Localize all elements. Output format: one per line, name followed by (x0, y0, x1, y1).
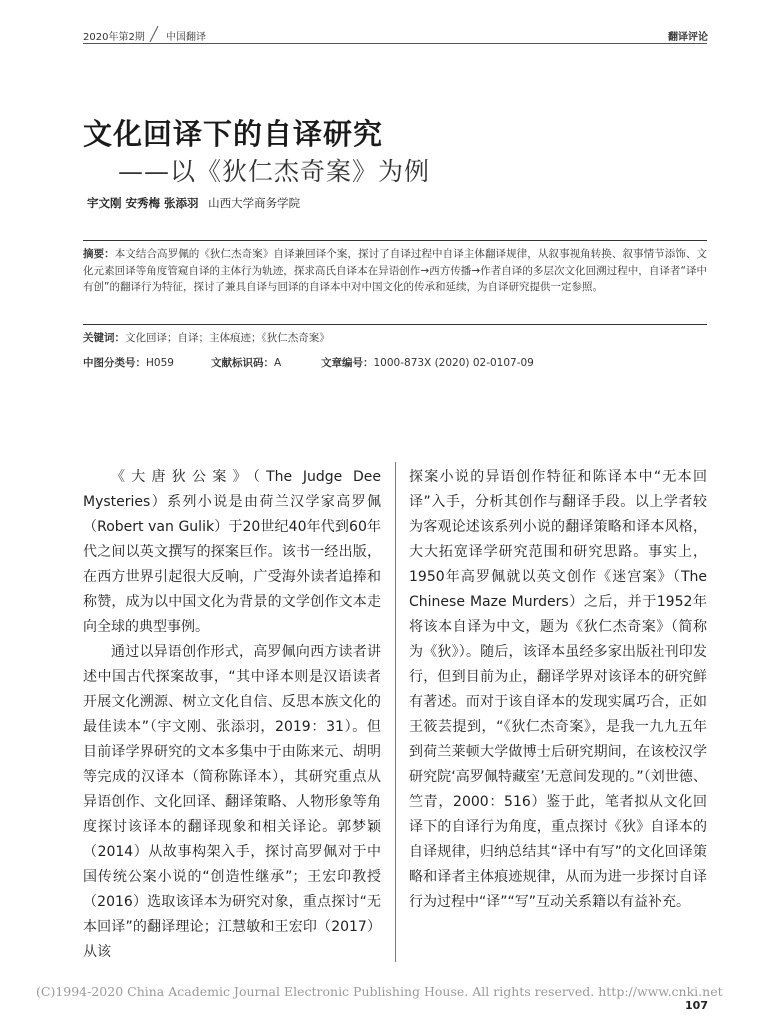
author-affiliation: 山西大学商务学院 (208, 196, 301, 210)
copyright-footer: (C)1994-2020 China Academic Journal Electronic Publishing House. All rights reserved. http://www.cnki.net (36, 984, 723, 999)
abstract-top-rule (83, 240, 707, 241)
author-line (87, 195, 300, 211)
art-value: 1000-873X (2020) 02-0107-09 (373, 357, 534, 369)
header-section: 翻译评论 (668, 32, 708, 43)
body-paragraph: 通过以异语创作形式，高罗佩向西方读者讲述中国古代探案故事，“其中译本则是汉语读者开展文化溯源、树立文化自信、反思本族文化的最佳读本”（宇文刚、张添羽，2019：31）。但目前译学界研究的文本多集中于由陈来元、胡明等完成的汉译本（简称陈译本），其研究重点从异语创作、文化回译、翻译策略、人物形象等角度探讨该译本的翻译现象和相关译论。郭梦颖（2014）从故事构架入手，探讨高罗佩对于中国传统公案小说的“创造性继承”；王宏印教授（2016）选取该译本为研究对象，重点探讨“无本回译”的翻译理论；江慧敏和王宏印（2017）从该 (83, 644, 381, 960)
article-number (321, 355, 534, 370)
column-divider (395, 462, 396, 962)
clc-value: H059 (146, 357, 174, 369)
abstract-label: 摘要： (83, 248, 115, 260)
keywords-text: 文化回译；自译；主体痕迹；《狄仁杰奇案》 (125, 332, 330, 344)
body-column-right (409, 465, 707, 915)
header-issue: 2020年第2期 (83, 32, 145, 43)
abstract-bottom-rule (83, 324, 707, 325)
body-column-left (83, 465, 381, 965)
article-title: 文化回译下的自译研究 (83, 117, 384, 151)
clc-label: 中图分类号： (83, 357, 146, 369)
art-label: 文章编号： (321, 357, 374, 369)
author-names: 宇文刚 安秀梅 张添羽 (87, 196, 199, 210)
abstract-text: 本文结合高罗佩的《狄仁杰奇案》自译兼回译个案，探讨了自译过程中自译主体翻译规律，从叙事视角转换、叙事情节添饰、文化元素回译等角度管窥自译的主体行为轨迹，探求高氏自译本在异语创作→西方传播→作者自译的多层次文化回溯过程中，自译者“译中有创”的翻译行为特征，探讨了兼具自译与回译的自译本中对中国文化的传承和延续，为自译研究提供一定参照。 (83, 248, 707, 293)
clc-code (83, 355, 174, 370)
article-subtitle: ——以《狄仁杰奇案》为例 (118, 157, 431, 186)
keywords (83, 330, 330, 345)
body-paragraph: 《大唐狄公案》（The Judge Dee Mysteries）系列小说是由荷兰汉学家高罗佩（Robert van Gulik）于20世纪40年代到60年代之间以英文撰写的探案巨作。该书一经出版，在西方世界引起很大反响，广受海外读者追捧和称赞，成为以中国文化为背景的文学创作文本走向全球的典型事例。 (83, 469, 381, 635)
body-paragraph: 探案小说的异语创作特征和陈译本中“无本回译”入手，分析其创作与翻译手段。以上学者较为客观论述该系列小说的翻译策略和译本风格，大大拓宽译学研究范围和研究思路。事实上，1950年高罗佩就以英文创作《迷宫案》（The Chinese Maze Murders）之后，并于1952年将该本自译为中文，题为《狄仁杰奇案》（简称为《狄》）。随后，该译本虽经多家出版社刊印发行，但到目前为止，翻译学界对该译本的研究鲜有著述。而对于该自译本的发现实属巧合，正如王筱芸提到，“《狄仁杰奇案》，是我一九九五年到荷兰莱顿大学做博士后研究期间，在该校汉学研究院‘高罗佩特藏室’无意间发现的。”（刘世德、竺青，2000：516）鉴于此，笔者拟从文化回译下的自译行为角度，重点探讨《狄》自译本的自译规律，归纳总结其“译中有写”的文化回译策略和译者主体痕迹规律，从而为进一步探讨自译行为过程中“译”“写”互动关系籍以有益补充。 (409, 469, 707, 910)
abstract (83, 246, 707, 296)
keywords-label: 关键词： (83, 332, 125, 344)
header-rule (83, 43, 707, 44)
page-number: 107 (685, 999, 708, 1012)
doc-label: 文献标识码： (211, 357, 274, 369)
header-journal: 中国翻译 (166, 32, 206, 43)
header-slash-divider (148, 24, 160, 42)
doc-value: A (274, 357, 282, 369)
doc-code (211, 355, 281, 370)
